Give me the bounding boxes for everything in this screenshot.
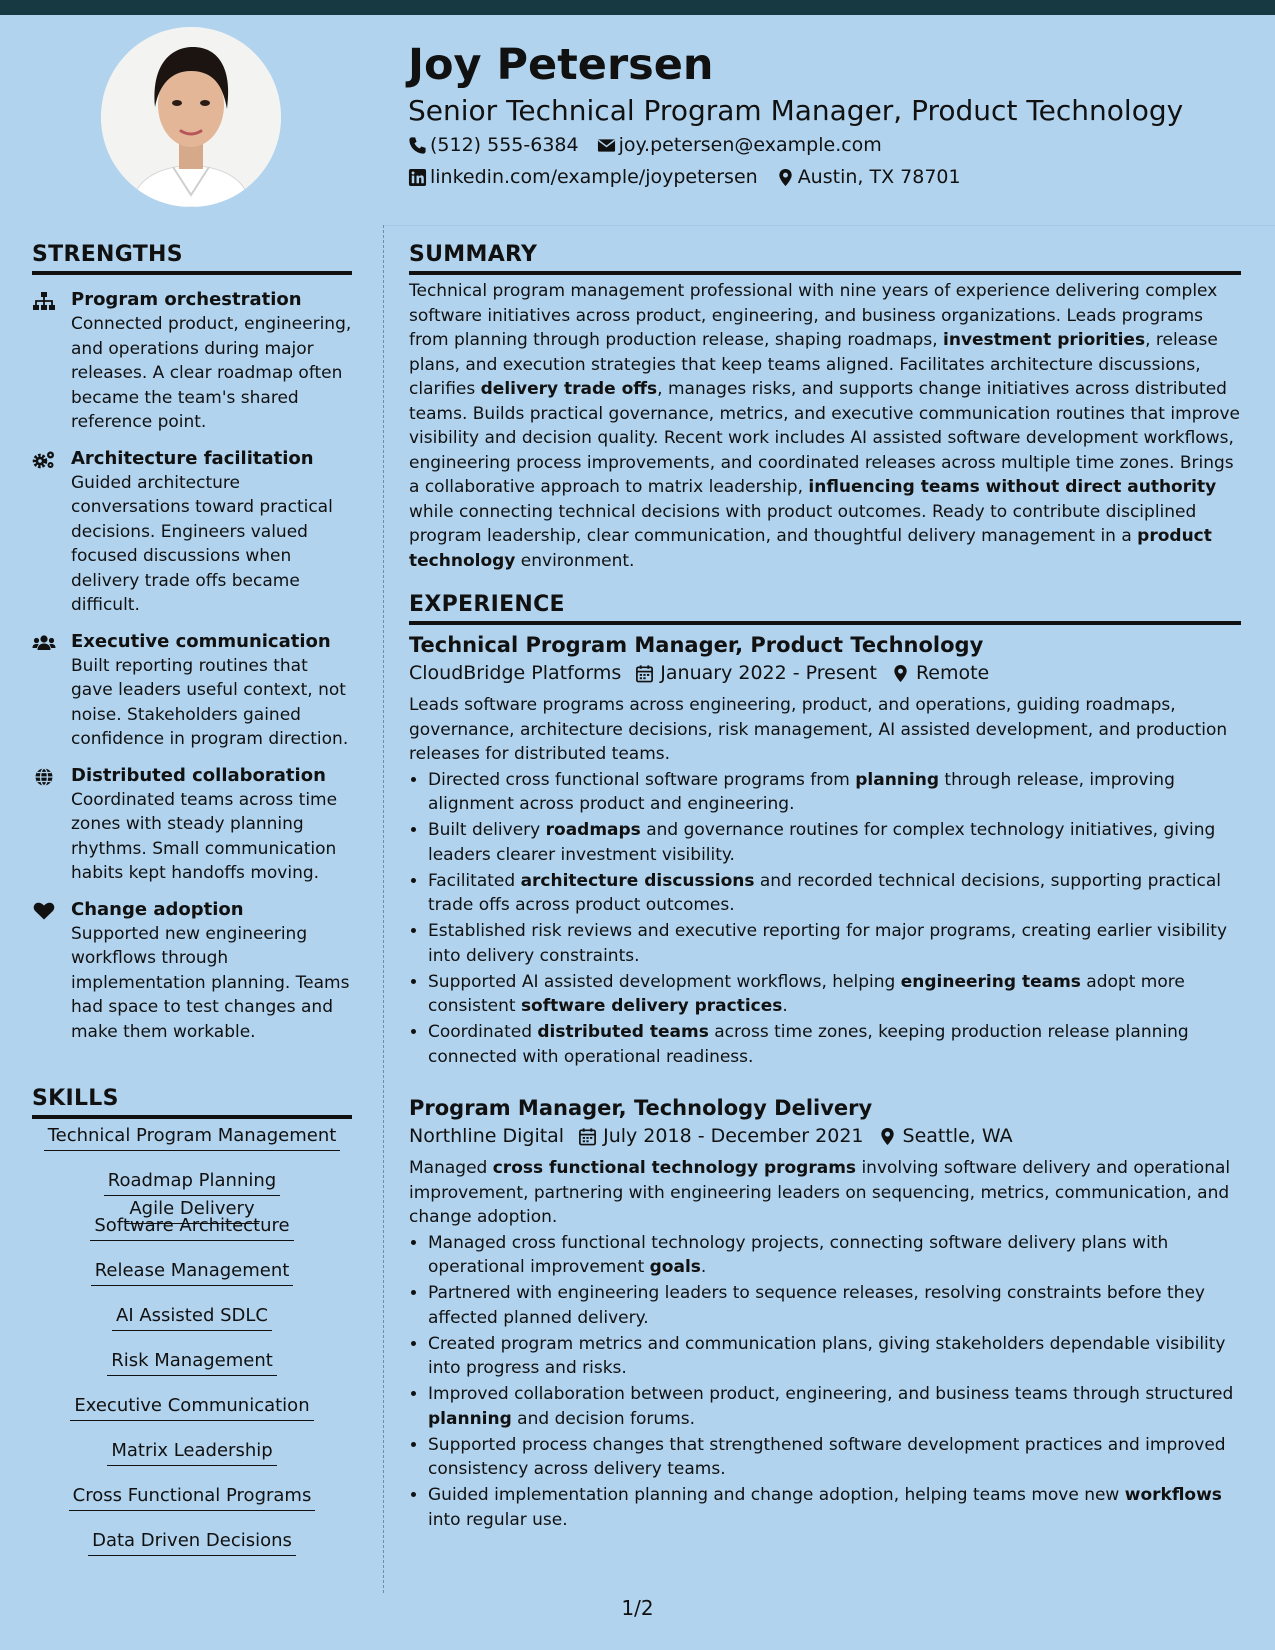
page-number: 1/2 (621, 1596, 654, 1620)
header-divider (384, 225, 1275, 226)
bullet-item: • Supported process changes that strengthened software development practices and improved consistency across delivery teams. (428, 1433, 1241, 1482)
strengths-list (32, 288, 352, 1056)
phone-number: (512) 555-6384 (430, 134, 579, 156)
strength-title: Distributed collaboration (71, 764, 326, 786)
strength-item (32, 447, 352, 618)
email-address: joy.petersen@example.com (618, 134, 882, 156)
summary-paragraph: Technical program management professional with nine years of experience delivering complex software initiatives across product, engineering, and business organizations. Leads programs from planning through production release, shaping roadmaps, investment priorities, release plans, and execution strategies that keep teams aligned. Facilitates architecture discussions, clarifies delivery trade offs, manages risks, and supports change initiatives across distributed teams. Builds practical governance, metrics, and executive communication routines that improve visibility and decision quality. Recent work includes AI assisted software development workflows, engineering process improvements, and coordinated releases across multiple time zones. Brings a collaborative approach to matrix leadership, influencing teams without direct authority while connecting technical decisions with product outcomes. Ready to contribute disciplined program leadership, clear communication, and thoughtful delivery management in a product technology environment. (409, 281, 1240, 571)
envelope-icon (597, 136, 616, 155)
column-divider (383, 225, 384, 1593)
linkedin-url: linkedin.com/example/joypetersen (430, 166, 758, 188)
bullet-item: • Built delivery roadmaps and governance routines for complex technology initiatives, giving leaders clearer investment visibility. (428, 818, 1241, 867)
bullet-item: • Supported AI assisted development workflows, helping engineering teams adopt more consistent software delivery practices. (428, 970, 1241, 1019)
skill-tag: Release Management (91, 1258, 294, 1286)
gears-icon (32, 450, 56, 470)
job-meta (409, 659, 1241, 687)
skill-tag: Agile Delivery (125, 1196, 258, 1224)
strength-title: Architecture facilitation (71, 447, 314, 469)
map-pin-icon (891, 664, 910, 683)
company-name: Northline Digital (409, 1125, 565, 1147)
skill-tag: Roadmap Planning (104, 1168, 280, 1196)
job-bullets (409, 768, 1241, 1070)
strength-title: Change adoption (71, 898, 244, 920)
job-location (891, 659, 989, 687)
phone-icon (408, 136, 427, 155)
heart-icon (32, 901, 56, 921)
experience-heading: EXPERIENCE (409, 592, 1241, 625)
job-entry (409, 631, 1241, 1071)
top-accent-bar (0, 0, 1275, 15)
job-location (878, 1122, 1013, 1150)
strength-title: Executive communication (71, 630, 331, 652)
location-text: Austin, TX 78701 (797, 166, 961, 188)
email-contact[interactable] (597, 134, 882, 156)
skill-tag: Data Driven Decisions (88, 1528, 296, 1556)
bullet-item: • Improved collaboration between product, engineering, and business teams through structured planning and decision forums. (428, 1382, 1241, 1431)
skill-tag: Executive Communication (70, 1393, 313, 1421)
job-dates-text: July 2018 - December 2021 (603, 1125, 864, 1147)
job-location-text: Seattle, WA (902, 1125, 1013, 1147)
skill-tag: Technical Program Management (44, 1123, 341, 1151)
contact-row-primary (408, 134, 900, 156)
bullet-item: • Established risk reviews and executive reporting for major programs, creating earlier visibility into delivery constraints. (428, 919, 1241, 968)
linkedin-contact[interactable] (408, 166, 758, 188)
bullet-item: • Guided implementation planning and change adoption, helping teams move new workflows into regular use. (428, 1483, 1241, 1532)
bullet-item: • Directed cross functional software programs from planning through release, improving alignment across product and engineering. (428, 768, 1241, 817)
bullet-item: • Created program metrics and communication plans, giving stakeholders dependable visibility into progress and risks. (428, 1332, 1241, 1381)
strength-description: Coordinated teams across time zones with steady planning rhythms. Small communication habits kept handoffs moving. (71, 789, 338, 883)
users-icon (32, 633, 56, 653)
linkedin-icon (408, 168, 427, 187)
map-pin-icon (776, 168, 795, 187)
strength-title: Program orchestration (71, 289, 302, 310)
job-dates (578, 1122, 863, 1150)
job-meta (409, 1122, 1241, 1150)
profile-photo (101, 27, 281, 207)
bullet-item: • Managed cross functional technology projects, connecting software delivery plans with operational improvement goals. (428, 1231, 1241, 1280)
job-description: Leads software programs across engineering, product, and operations, guiding roadmaps, governance, architecture decisions, risk management, AI assisted development, and production releases for distributed teams. (409, 695, 1228, 764)
job-dates (635, 659, 877, 687)
strength-description: Guided architecture conversations toward practical decisions. Engineers valued focused discussions when delivery trade offs became difficult. (71, 472, 333, 615)
profile-photo-illustration (101, 27, 281, 207)
map-pin-icon (878, 1127, 897, 1146)
strength-item (32, 764, 352, 886)
bullet-item: • Facilitated architecture discussions and recorded technical decisions, supporting practical trade offs across product outcomes. (428, 869, 1241, 918)
calendar-icon (578, 1127, 597, 1146)
strength-item (32, 288, 352, 435)
strength-description: Built reporting routines that gave leaders useful context, not noise. Stakeholders gained confidence in program direction. (71, 655, 349, 749)
skill-tag: AI Assisted SDLC (112, 1303, 272, 1331)
strength-description: Connected product, engineering, and operations during major releases. A clear roadmap often became the team's shared reference point. (71, 314, 352, 432)
strength-item (32, 898, 352, 1045)
skill-tag: Software Architecture (90, 1213, 293, 1241)
bullet-item: • Partnered with engineering leaders to sequence releases, resolving constraints before they affected planned delivery. (428, 1281, 1241, 1330)
location-contact (776, 166, 961, 188)
job-location-text: Remote (915, 662, 990, 684)
contact-row-secondary (408, 166, 979, 188)
globe-icon (32, 767, 56, 787)
strength-item (32, 630, 352, 752)
calendar-icon (635, 664, 654, 683)
strength-description: Supported new engineering workflows through implementation planning. Teams had space to test changes and make them workable. (71, 923, 350, 1042)
company-name: CloudBridge Platforms (409, 662, 622, 684)
job-entry (409, 1094, 1241, 1534)
strengths-heading: STRENGTHS (32, 242, 352, 275)
bullet-item: • Coordinated distributed teams across time zones, keeping production release planning connected with operational readiness. (428, 1020, 1241, 1069)
candidate-name: Joy Petersen (408, 40, 714, 90)
skill-tag: Matrix Leadership (107, 1438, 276, 1466)
job-title: Technical Program Manager, Product Technology (409, 633, 984, 657)
job-title: Program Manager, Technology Delivery (409, 1096, 873, 1120)
candidate-title: Senior Technical Program Manager, Product Technology (408, 94, 1184, 127)
skills-heading: SKILLS (32, 1086, 352, 1119)
sitemap-icon (32, 291, 56, 311)
summary-heading: SUMMARY (409, 242, 1241, 275)
job-description: Managed cross functional technology programs involving software delivery and operational improvement, partnering with engineering leaders on sequencing, metrics, communication, and change adoption. (409, 1158, 1231, 1227)
skill-tag: Cross Functional Programs (69, 1483, 316, 1511)
skills-list (32, 1123, 352, 1573)
job-dates-text: January 2022 - Present (660, 662, 877, 684)
phone-contact[interactable] (408, 134, 579, 156)
skill-tag: Risk Management (107, 1348, 277, 1376)
job-bullets (409, 1231, 1241, 1533)
